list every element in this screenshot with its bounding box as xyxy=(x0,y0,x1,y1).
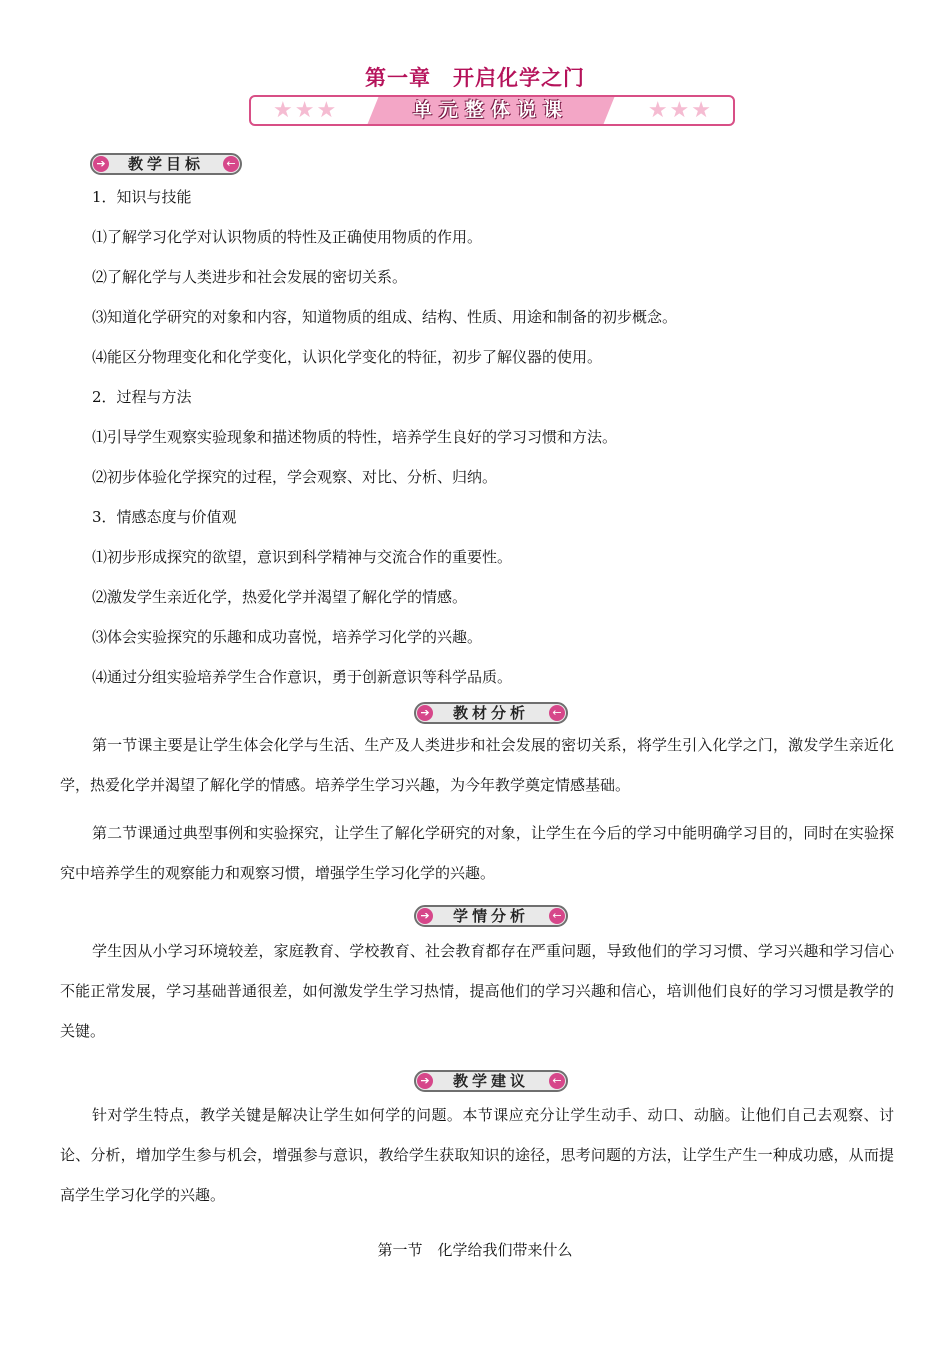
tag-label: 教材分析 xyxy=(452,704,529,722)
tag-label: 学情分析 xyxy=(452,907,529,925)
arrow-right-icon: ➔ xyxy=(417,908,433,924)
tag-material-analysis xyxy=(414,702,568,724)
arrow-right-icon: ➔ xyxy=(417,705,433,721)
material-paragraph-2: 第二节课通过典型事例和实验探究，让学生了解化学研究的对象，让学生在今后的学习中能明确学习目的，同时在实验探究中培养学生的观察能力和观察习惯，增强学生学习化学的兴趣。 xyxy=(60,824,894,882)
students-paragraph: 学生因从小学习环境较差，家庭教育、学校教育、社会教育都存在严重问题，导致他们的学习习惯、学习兴趣和学习信心不能正常发展，学习基础普通很差，如何激发学生学习热情，提高他们的学习兴趣和信心，培训他们良好的学习习惯是教学的关键。 xyxy=(60,942,894,1040)
goals-item: ⑴了解学习化学对认识物质的特性及正确使用物质的作用。 xyxy=(92,228,483,246)
tag-teaching-goals xyxy=(90,153,242,175)
unit-banner xyxy=(249,95,735,126)
arrow-right-icon: ➔ xyxy=(417,1073,433,1089)
page-title: 第一章 开启化学之门 xyxy=(365,65,585,90)
goals-item: ⑶知道化学研究的对象和内容，知道物质的组成、结构、性质、用途和制备的初步概念。 xyxy=(92,308,678,326)
arrow-left-icon: ← xyxy=(549,1073,565,1089)
arrow-left-icon: ← xyxy=(223,156,239,172)
tag-teaching-advice xyxy=(414,1070,568,1092)
tag-student-analysis xyxy=(414,905,568,927)
goals-heading-2: 2．过程与方法 xyxy=(92,388,192,406)
arrow-left-icon: ← xyxy=(549,705,565,721)
banner-stars-right: ★★★ xyxy=(647,98,713,123)
tag-label: 教学建议 xyxy=(452,1072,529,1090)
goals-item: ⑶体会实验探究的乐趣和成功喜悦，培养学习化学的兴趣。 xyxy=(92,628,483,646)
advice-paragraph: 针对学生特点，教学关键是解决让学生如何学的问题。本节课应充分让学生动手、动口、动脑。让他们自己去观察、讨论、分析，增加学生参与机会，增强参与意识，教给学生获取知识的途径，思考问题的方法，让学生产生一种成功感，从而提高学生学习化学的兴趣。 xyxy=(60,1106,894,1204)
goals-item: ⑵初步体验化学探究的过程，学会观察、对比、分析、归纳。 xyxy=(92,468,498,486)
goals-heading-1: 1．知识与技能 xyxy=(92,188,192,206)
goals-item: ⑷能区分物理变化和化学变化，认识化学变化的特征，初步了解仪器的使用。 xyxy=(92,348,603,366)
arrow-left-icon: ← xyxy=(549,908,565,924)
goals-heading-3: 3．情感态度与价值观 xyxy=(92,508,237,526)
tag-label: 教学目标 xyxy=(127,155,204,173)
material-paragraph-1: 第一节课主要是让学生体会化学与生活、生产及人类进步和社会发展的密切关系，将学生引入化学之门，激发学生亲近化学，热爱化学并渴望了解化学的情感。培养学生学习兴趣，为今年教学奠定情感基础。 xyxy=(60,736,894,794)
banner-stars-left: ★★★ xyxy=(273,98,339,123)
goals-item: ⑴初步形成探究的欲望，意识到科学精神与交流合作的重要性。 xyxy=(92,548,513,566)
banner-label: 单元整体说课 xyxy=(412,99,569,121)
goals-item: ⑵激发学生亲近化学，热爱化学并渴望了解化学的情感。 xyxy=(92,588,468,606)
arrow-right-icon: ➔ xyxy=(93,156,109,172)
section-title: 第一节 化学给我们带来什么 xyxy=(377,1241,573,1259)
goals-item: ⑵了解化学与人类进步和社会发展的密切关系。 xyxy=(92,268,408,286)
goals-item: ⑴引导学生观察实验现象和描述物质的特性，培养学生良好的学习习惯和方法。 xyxy=(92,428,618,446)
goals-item: ⑷通过分组实验培养学生合作意识，勇于创新意识等科学品质。 xyxy=(92,668,513,686)
